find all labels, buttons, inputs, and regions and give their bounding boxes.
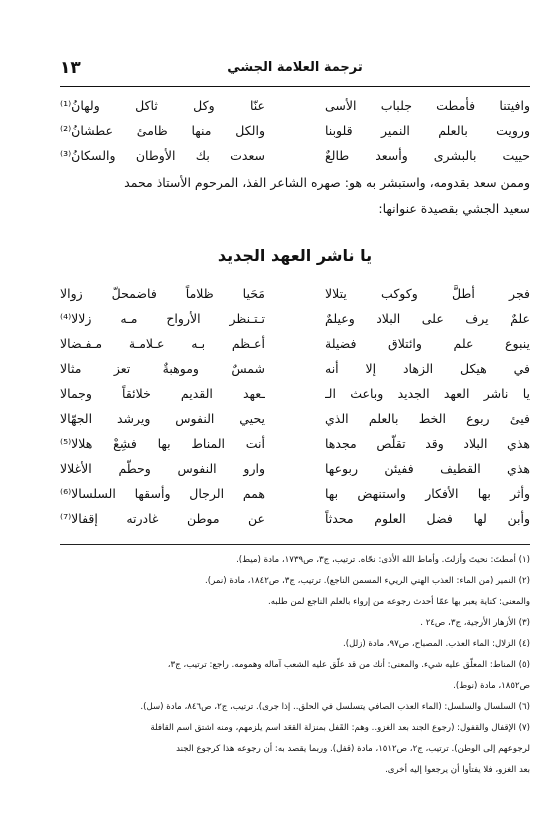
verse-second-hemistich: شمسٌ وموهبةٌ تعز مثالا bbox=[60, 361, 265, 376]
footnote: بعد الغزو، فلا يفتأوا أن يرجعوا إليه أخرى. bbox=[385, 765, 530, 775]
intro-line: سعيد الجشي بقصيدة عنوانها: bbox=[378, 201, 530, 216]
verse-first-hemistich: ورويت بالعلم النمير قلوبنا bbox=[325, 123, 530, 138]
verse-first-hemistich: في هيكل الزهاد إلا أنه bbox=[325, 361, 530, 376]
verse-line bbox=[60, 144, 530, 168]
poem-title: يا ناشر العهد الجديد bbox=[217, 246, 373, 265]
footnote: (٥) المناط: المعلّق عليه شيء. والمعنى: أنك من قد علّق عليه الشعب آماله وهمومه. راجع: ترتيب، ج٣، bbox=[167, 660, 530, 670]
footnote: لرجوعهم إلى الوطن). ترتيب، ج٢، ص١٥١٢، مادة (قفل). وربما يقصد به: أن رجوعه هذا كرجوع الجند bbox=[176, 744, 530, 754]
verse-first-hemistich: ينبوع علم وائتلاق فضيلة bbox=[325, 336, 530, 351]
verse-second-hemistich: عنّا وكل ثاكل ولهانُ⁽¹⁾ bbox=[60, 98, 265, 113]
footnote: ص١٨٥٢، مادة (نوط). bbox=[453, 681, 530, 691]
verse-second-hemistich: أعـظم بـه عـلامـة مـفـضالا bbox=[60, 336, 265, 351]
verse-second-hemistich: تـتـنظر الأرواح مـه زلالا⁽⁴⁾ bbox=[60, 311, 265, 326]
verse-line bbox=[60, 94, 530, 118]
footnote: (٣) الأزهار الأرجية، ج٣، ص٢٤ . bbox=[420, 618, 530, 628]
verse-first-hemistich: فيئ ربوع الخط بالعلم الذي bbox=[325, 411, 530, 426]
verse-second-hemistich: أنت المناط بها فشِعْ هلالا⁽⁵⁾ bbox=[60, 436, 265, 451]
poem-verse bbox=[60, 457, 530, 481]
verse-second-hemistich: همم الرجال وأسقها السلسالا⁽⁶⁾ bbox=[60, 486, 265, 501]
poem-verse bbox=[60, 407, 530, 431]
verse-second-hemistich: سعدت بك الأوطان والسكانُ⁽³⁾ bbox=[60, 148, 265, 163]
poem-verse bbox=[60, 332, 530, 356]
verse-first-hemistich: وأبن لها فضل العلوم محدثاً bbox=[325, 511, 530, 526]
poem-verse bbox=[60, 357, 530, 381]
poem-verse bbox=[60, 282, 530, 306]
page-number: ١٣ bbox=[60, 58, 81, 78]
verse-first-hemistich: حييت بالبشرى وأسعد طالعٌ bbox=[325, 148, 530, 163]
poem-verse bbox=[60, 507, 530, 531]
intro-line: وممن سعد بقدومه، واستبشر به هو: صهره الشاعر الفذ، المرحوم الأستاذ محمد bbox=[124, 175, 530, 190]
footnote: (٢) النمير (من الماء: العذب الهني الرييء المسمن الناجع). ترتيب، ج٣، ص١٨٤٢، مادة (نمر). bbox=[205, 576, 530, 586]
running-title: ترجمة العلامة الجشي bbox=[227, 60, 363, 75]
footnote: والمعنى: كناية يعبر بها عمّا أحدث رجوعه من إرواء بالعلم الناجع لمن طلبه. bbox=[268, 597, 530, 607]
poem-verse bbox=[60, 307, 530, 331]
verse-first-hemistich: وافيتنا فأمطت جلباب الأسى bbox=[325, 98, 530, 113]
verse-second-hemistich: مَحَيا ظلاماً فاضمحلّ زوالا bbox=[60, 286, 265, 301]
running-header bbox=[60, 56, 530, 87]
poem-verse bbox=[60, 432, 530, 456]
footnote: (٤) الزلال: الماء العذب. المصباح، ص٩٧، مادة (زلل). bbox=[342, 639, 530, 649]
verse-second-hemistich: يحيي النفوس ويرشد الجهّالا bbox=[60, 411, 265, 426]
poem-verse bbox=[60, 482, 530, 506]
verse-first-hemistich: علمٌ يرف على البلاد وعيلمٌ bbox=[325, 311, 530, 326]
footnote-divider bbox=[60, 544, 530, 545]
footnote: (١) أمطتَ: نحيتَ وأزلتَ. وأماط الله الأذى: نحّاه. ترتيب، ج٣، ص١٧٣٩، مادة (ميط). bbox=[236, 555, 530, 565]
footnote: (٧) الإقفال والقفول: (رجوع الجند بعد الغزو.. وهم: القَفل بمنزلة القعَد اسم يلزمهم، ومنه اشتق اسم القافلة bbox=[150, 723, 530, 733]
verse-second-hemistich: والكل منها ظامئ عطشانُ⁽²⁾ bbox=[60, 123, 265, 138]
verse-second-hemistich: ـعهد القديم خلائقاً وجمالا bbox=[60, 386, 265, 401]
footnote: (٦) السلسال والسلسل: (الماء العذب الصافي يتسلسل في الحلق.. إذا جرى). ترتيب، ج٢، ص٨٤٦، مادة (سل). bbox=[140, 702, 530, 712]
poem-verse bbox=[60, 382, 530, 406]
verse-second-hemistich: عن موطن غادرته إقفالا⁽⁷⁾ bbox=[60, 511, 265, 526]
verse-first-hemistich: فجر أطلَّ وكوكب يتلالا bbox=[325, 286, 530, 301]
verse-second-hemistich: وارو النفوس وحطّم الأغلالا bbox=[60, 461, 265, 476]
verse-first-hemistich: وأثر بها الأفكار واستنهض بها bbox=[325, 486, 530, 501]
verse-first-hemistich: هذي البلاد وقد تقلّص مجدها bbox=[325, 436, 530, 451]
verse-line bbox=[60, 119, 530, 143]
verse-first-hemistich: يا ناشر العهد الجديد وباعث الـ bbox=[325, 386, 530, 401]
verse-first-hemistich: هذي القطيف ففيئن ربوعها bbox=[325, 461, 530, 476]
